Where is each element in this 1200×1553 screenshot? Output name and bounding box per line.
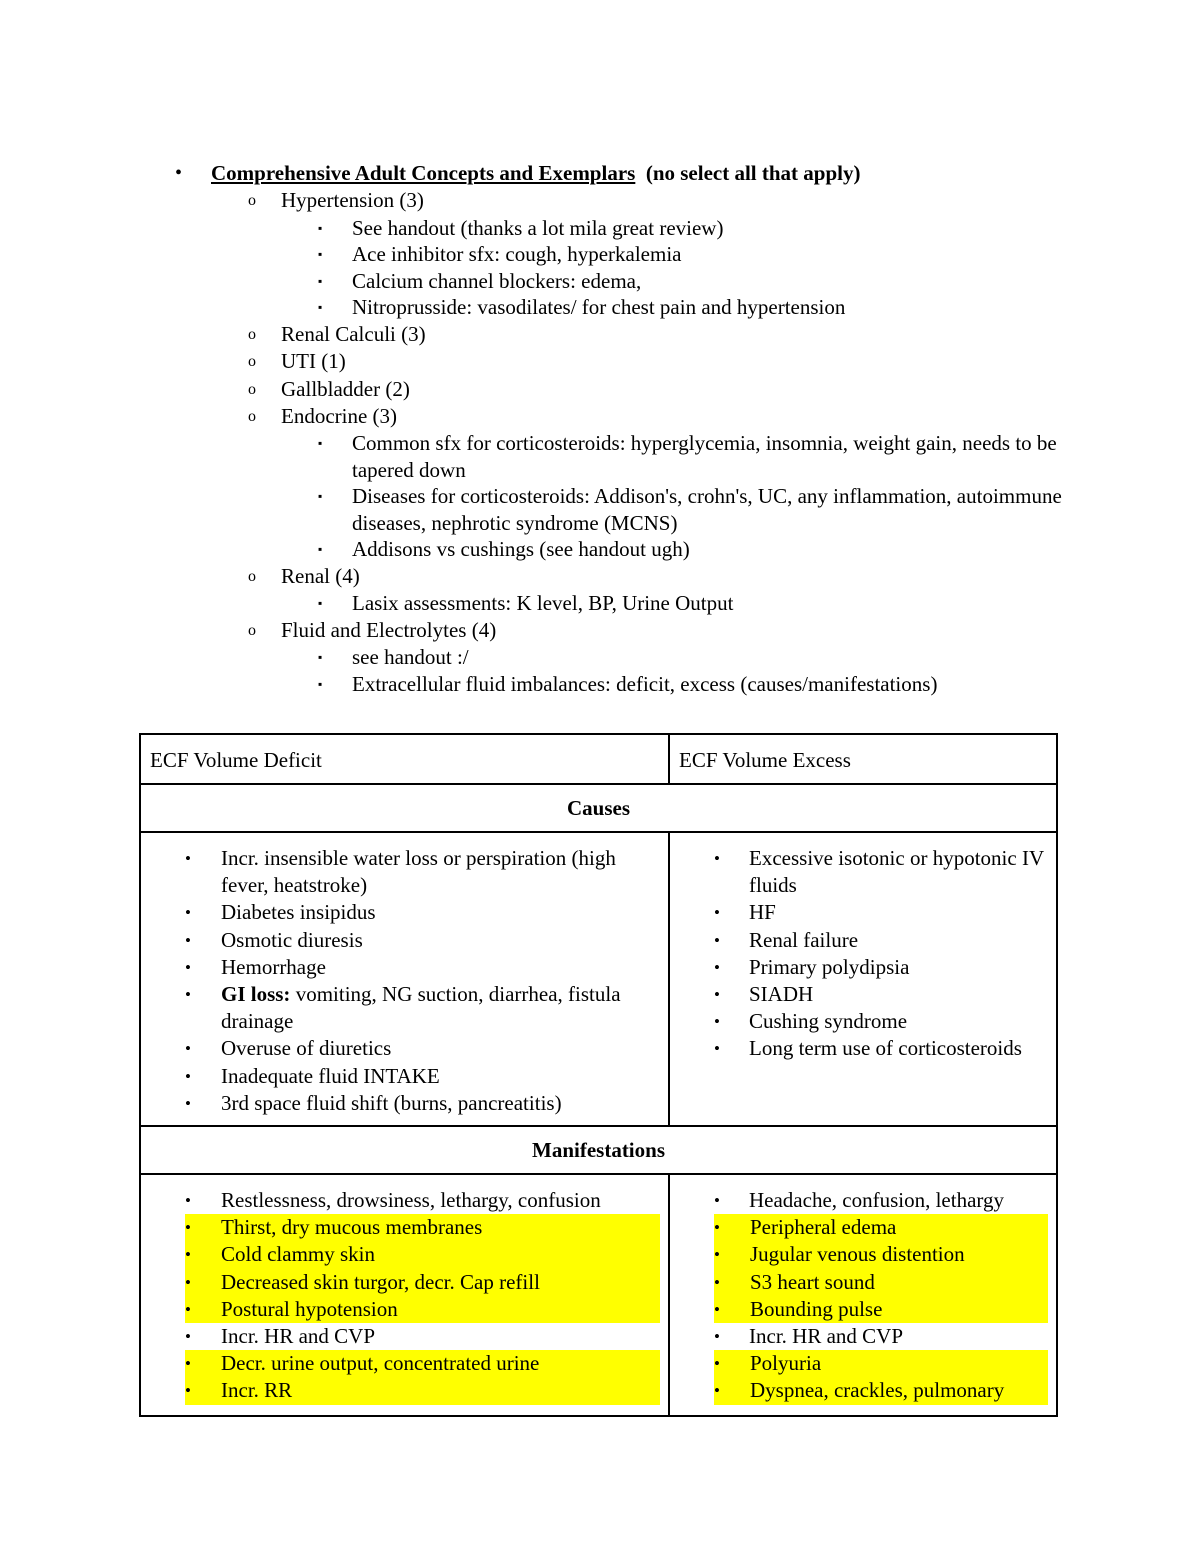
topic-item xyxy=(175,376,1075,403)
manifestation-item xyxy=(714,1296,1048,1323)
bullet-icon: • xyxy=(185,985,191,1005)
bullet-icon: • xyxy=(714,1012,720,1032)
bullet-icon: • xyxy=(714,1381,720,1401)
square-bullet-icon: ▪ xyxy=(318,273,323,288)
outline-title xyxy=(175,160,1075,187)
manifestation-item xyxy=(141,1323,660,1350)
square-bullet-icon: ▪ xyxy=(318,489,323,504)
cause-item-text: HF xyxy=(749,900,776,925)
manifestation-item-text: Bounding pulse xyxy=(750,1296,883,1321)
cause-item-text: Renal failure xyxy=(749,927,859,952)
cause-item-text: Excessive isotonic or hypotonic IV fluids xyxy=(749,846,1044,898)
manifestation-item xyxy=(714,1350,1048,1377)
header-excess-cell xyxy=(669,734,1057,784)
bullet-icon: • xyxy=(714,1039,720,1059)
manifestation-item xyxy=(185,1296,660,1323)
manifestation-item-text: S3 heart sound xyxy=(750,1269,875,1294)
bullet-icon: • xyxy=(185,1381,191,1401)
square-bullet-icon: ▪ xyxy=(318,676,323,691)
cause-item xyxy=(670,981,1048,1008)
bullet-icon: • xyxy=(714,930,720,950)
manifestation-item-text: Incr. HR and CVP xyxy=(749,1324,903,1349)
manifestations-excess-list xyxy=(670,1175,1056,1415)
cause-item-text: Diabetes insipidus xyxy=(221,900,376,925)
cause-item-text: Overuse of diuretics xyxy=(221,1036,392,1061)
manifestation-item xyxy=(185,1241,660,1268)
bullet-icon: • xyxy=(185,1191,191,1211)
square-bullet-icon: ▪ xyxy=(318,650,323,665)
cause-item-text: Hemorrhage xyxy=(221,954,326,979)
topic-label: Gallbladder (2) xyxy=(281,376,410,401)
manifestation-item-text: Incr. RR xyxy=(221,1378,293,1403)
manifestation-item-text: Decr. urine output, concentrated urine xyxy=(221,1351,540,1376)
topic-label: Fluid and Electrolytes (4) xyxy=(281,617,497,642)
cause-item xyxy=(141,954,660,981)
topic-subitem xyxy=(175,483,1075,536)
section-causes: Causes xyxy=(140,784,1057,832)
manifestation-item xyxy=(714,1269,1048,1296)
outline-title-main: Comprehensive Adult Concepts and Exemplars xyxy=(211,161,636,185)
topic-item xyxy=(175,617,1075,644)
topic-label: UTI (1) xyxy=(281,349,346,374)
square-bullet-icon: ▪ xyxy=(318,300,323,315)
manifestation-item-text: Dyspnea, crackles, pulmonary xyxy=(750,1378,1005,1403)
topic-subitem xyxy=(175,215,1075,242)
bullet-icon: • xyxy=(185,1039,191,1059)
topic-subitem-text: Common sfx for corticosteroids: hyperglycemia, insomnia, weight gain, needs to be tapered down xyxy=(352,431,1057,482)
topic-subitem xyxy=(175,536,1075,563)
header-excess: ECF Volume Excess xyxy=(679,748,851,772)
cause-item-text: SIADH xyxy=(749,982,814,1007)
topic-subitem-text: Nitroprusside: vasodilates/ for chest pain and hypertension xyxy=(352,295,846,320)
manifestations-excess-cell xyxy=(669,1174,1057,1416)
bullet-icon: • xyxy=(185,1066,191,1086)
manifestation-item xyxy=(670,1323,1048,1350)
square-bullet-icon: ▪ xyxy=(318,596,323,611)
bullet-icon: • xyxy=(185,849,191,868)
header-deficit: ECF Volume Deficit xyxy=(150,748,322,772)
bullet-icon: • xyxy=(185,957,191,977)
notes-outline xyxy=(175,160,1075,697)
bullet-icon: • xyxy=(714,1245,720,1265)
topic-label: Hypertension (3) xyxy=(281,188,424,213)
cause-item xyxy=(670,1008,1048,1035)
bullet-icon: • xyxy=(714,957,720,977)
cause-item-text: 3rd space fluid shift (burns, pancreatitis) xyxy=(221,1090,562,1115)
manifestation-item xyxy=(185,1377,660,1404)
cause-item xyxy=(670,899,1048,926)
manifestation-item xyxy=(185,1269,660,1296)
bullet-icon: • xyxy=(714,1191,720,1211)
bullet-icon: • xyxy=(185,1354,191,1374)
topic-list xyxy=(175,187,1075,697)
manifestation-item-text: Thirst, dry mucous membranes xyxy=(221,1215,483,1240)
topic-label: Renal (4) xyxy=(281,563,360,588)
topic-subitem-text: see handout :/ xyxy=(352,645,469,670)
ecf-comparison-table xyxy=(139,733,1058,1417)
manifestation-item-text: Headache, confusion, lethargy xyxy=(749,1188,1005,1213)
topic-subitem-text: Extracellular fluid imbalances: deficit, excess (causes/manifestations) xyxy=(352,671,938,696)
bullet-icon: • xyxy=(714,1299,720,1319)
bullet-icon: • xyxy=(185,1272,191,1292)
topic-label: Endocrine (3) xyxy=(281,403,398,428)
manifestation-item xyxy=(185,1350,660,1377)
bullet-icon: • xyxy=(175,162,183,184)
topic-label: Renal Calculi (3) xyxy=(281,321,426,346)
manifestation-item xyxy=(714,1377,1048,1404)
topic-subitem xyxy=(175,430,1075,483)
cause-item-text: vomiting, NG suction, diarrhea, fistula drainage xyxy=(221,982,621,1034)
manifestations-deficit-list xyxy=(141,1175,668,1415)
cause-item xyxy=(670,954,1048,981)
topic-subitem xyxy=(175,268,1075,295)
manifestation-item xyxy=(670,1187,1048,1214)
square-bullet-icon: ▪ xyxy=(318,436,323,451)
topic-subitem xyxy=(175,241,1075,268)
bullet-icon: • xyxy=(714,849,720,868)
manifestation-item-text: Polyuria xyxy=(750,1351,822,1376)
bullet-icon: • xyxy=(185,1093,191,1113)
topic-item xyxy=(175,187,1075,214)
circle-bullet-icon: o xyxy=(248,192,256,210)
bullet-icon: • xyxy=(714,1354,720,1374)
manifestations-deficit-cell xyxy=(140,1174,669,1416)
topic-subitem xyxy=(175,590,1075,617)
circle-bullet-icon: o xyxy=(248,325,256,343)
manifestation-item-text: Restlessness, drowsiness, lethargy, confusion xyxy=(221,1188,601,1213)
topic-item xyxy=(175,321,1075,348)
bullet-icon: • xyxy=(185,930,191,950)
cause-item xyxy=(141,845,660,899)
cause-item-text: Incr. insensible water loss or perspiration (high fever, heatstroke) xyxy=(221,846,616,898)
bullet-icon: • xyxy=(714,985,720,1005)
cause-item xyxy=(141,1090,660,1117)
manifestation-item-text: Decreased skin turgor, decr. Cap refill xyxy=(221,1269,540,1294)
bullet-icon: • xyxy=(185,1299,191,1319)
topic-subitem-text: Addisons vs cushings (see handout ugh) xyxy=(352,537,690,562)
cause-item xyxy=(670,1035,1048,1062)
bullet-icon: • xyxy=(185,1218,191,1238)
manifestation-item-text: Postural hypotension xyxy=(221,1296,398,1321)
manifestation-item xyxy=(141,1187,660,1214)
outline-title-suffix: (no select all that apply) xyxy=(645,161,861,185)
bullet-icon: • xyxy=(185,1327,191,1347)
circle-bullet-icon: o xyxy=(248,407,256,425)
causes-deficit-cell xyxy=(140,832,669,1126)
square-bullet-icon: ▪ xyxy=(318,220,323,235)
circle-bullet-icon: o xyxy=(248,567,256,585)
cause-item xyxy=(141,1035,660,1062)
section-manifestations: Manifestations xyxy=(140,1126,1057,1174)
topic-item xyxy=(175,403,1075,430)
bullet-icon: • xyxy=(714,1327,720,1347)
cause-item xyxy=(670,927,1048,954)
topic-subitem-text: Ace inhibitor sfx: cough, hyperkalemia xyxy=(352,242,682,267)
manifestation-item-text: Peripheral edema xyxy=(750,1215,897,1240)
topic-subitem-text: Lasix assessments: K level, BP, Urine Output xyxy=(352,591,734,616)
manifestation-item xyxy=(185,1214,660,1241)
manifestation-item-text: Cold clammy skin xyxy=(221,1242,375,1267)
circle-bullet-icon: o xyxy=(248,380,256,398)
topic-subitem xyxy=(175,294,1075,321)
cause-item-text: Primary polydipsia xyxy=(749,954,910,979)
topic-subitem-text: See handout (thanks a lot mila great review) xyxy=(352,215,724,240)
cause-item xyxy=(141,927,660,954)
manifestation-item xyxy=(714,1241,1048,1268)
topic-subitem-text: Diseases for corticosteroids: Addison's, crohn's, UC, any inflammation, autoimmune diseases, nephrotic syndrome (MCNS) xyxy=(352,484,1062,535)
cause-item-bold-label: GI loss: xyxy=(221,982,291,1007)
bullet-icon: • xyxy=(185,903,191,923)
cause-item-text: Inadequate fluid INTAKE xyxy=(221,1063,440,1088)
topic-subitem-text: Calcium channel blockers: edema, xyxy=(352,268,642,293)
cause-item xyxy=(141,1063,660,1090)
cause-item xyxy=(670,845,1048,899)
cause-item xyxy=(141,899,660,926)
cause-item-text: Long term use of corticosteroids xyxy=(749,1036,1022,1061)
manifestation-item-text: Jugular venous distention xyxy=(750,1242,965,1267)
topic-item xyxy=(175,563,1075,590)
cause-item-text: Cushing syndrome xyxy=(749,1009,908,1034)
topic-subitem xyxy=(175,671,1075,698)
manifestation-item-text: Incr. HR and CVP xyxy=(221,1324,375,1349)
header-deficit-cell xyxy=(140,734,669,784)
topic-item xyxy=(175,348,1075,375)
square-bullet-icon: ▪ xyxy=(318,542,323,557)
causes-excess-list xyxy=(670,833,1056,1071)
cause-item xyxy=(141,981,660,1035)
manifestation-item xyxy=(714,1214,1048,1241)
bullet-icon: • xyxy=(185,1245,191,1265)
bullet-icon: • xyxy=(714,1218,720,1238)
topic-subitem xyxy=(175,644,1075,671)
bullet-icon: • xyxy=(714,1272,720,1292)
bullet-icon: • xyxy=(714,903,720,923)
cause-item-text: Osmotic diuresis xyxy=(221,927,363,952)
circle-bullet-icon: o xyxy=(248,353,256,371)
circle-bullet-icon: o xyxy=(248,621,256,639)
causes-excess-cell xyxy=(669,832,1057,1126)
causes-deficit-list xyxy=(141,833,668,1125)
square-bullet-icon: ▪ xyxy=(318,247,323,262)
